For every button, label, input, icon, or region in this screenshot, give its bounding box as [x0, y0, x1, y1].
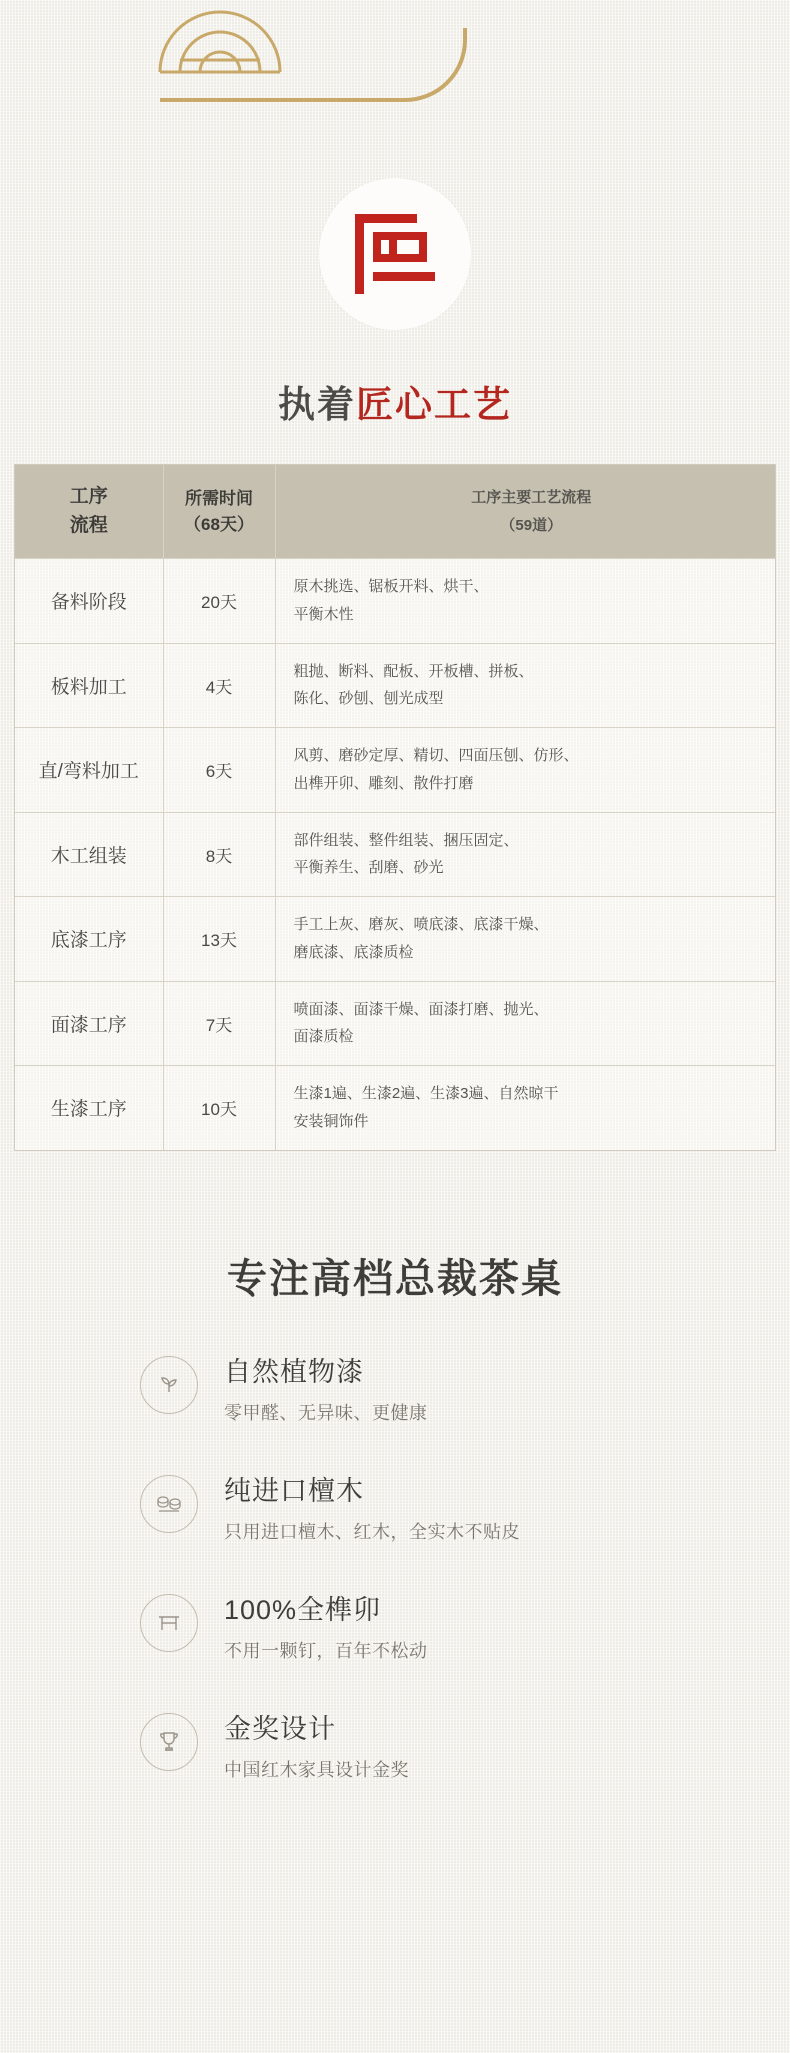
process-table	[14, 464, 776, 1151]
table-row	[15, 728, 775, 813]
plant-lacquer-icon	[140, 1356, 198, 1414]
row-days: 8天	[163, 812, 275, 897]
row-days: 10天	[163, 1066, 275, 1150]
row-stage: 生漆工序	[15, 1066, 163, 1150]
imported-wood-icon	[140, 1475, 198, 1533]
feature-text	[224, 1588, 428, 1663]
row-process: 手工上灰、磨灰、喷底漆、底漆干燥、 磨底漆、底漆质检	[275, 897, 775, 982]
top-ornament	[0, 0, 790, 150]
row-stage: 面漆工序	[15, 981, 163, 1066]
row-process: 喷面漆、面漆干燥、面漆打磨、抛光、 面漆质检	[275, 981, 775, 1066]
feature-title: 金奖设计	[224, 1713, 336, 1744]
focus-heading: 专注高档总裁茶桌	[227, 1256, 563, 1301]
row-days: 13天	[163, 897, 275, 982]
feature-text	[224, 1350, 428, 1425]
table-row	[15, 812, 775, 897]
list-item	[140, 1707, 790, 1782]
brand-logo-seal-icon	[349, 208, 441, 300]
craft-heading-prefix: 执着	[278, 384, 356, 425]
row-stage: 备料阶段	[15, 559, 163, 644]
feature-text	[224, 1469, 520, 1544]
row-stage: 木工组装	[15, 812, 163, 897]
feature-title: 100%全榫卯	[224, 1594, 382, 1625]
trophy-icon	[140, 1713, 198, 1771]
feature-title: 自然植物漆	[224, 1356, 364, 1387]
craft-heading-accent: 匠心工艺	[356, 384, 512, 425]
list-item	[140, 1350, 790, 1425]
table-row	[15, 559, 775, 644]
row-days: 7天	[163, 981, 275, 1066]
row-days: 6天	[163, 728, 275, 813]
list-item	[140, 1469, 790, 1544]
features-list	[0, 1350, 790, 1782]
feature-sub: 只用进口檀木、红木，全实木不贴皮	[224, 1521, 520, 1542]
row-process: 部件组装、整件组装、捆压固定、 平衡养生、刮磨、砂光	[275, 812, 775, 897]
row-stage: 底漆工序	[15, 897, 163, 982]
row-days: 4天	[163, 643, 275, 728]
logo-section	[0, 178, 790, 330]
table-header-process: 工序主要工艺流程 （59道）	[275, 465, 775, 559]
feature-sub: 不用一颗钉，百年不松动	[224, 1640, 428, 1661]
feature-title: 纯进口檀木	[224, 1475, 364, 1506]
craft-heading	[0, 374, 790, 428]
feature-text	[224, 1707, 409, 1782]
row-process: 风剪、磨砂定厚、精切、四面压刨、仿形、 出榫开卯、雕刻、散件打磨	[275, 728, 775, 813]
row-stage: 直/弯料加工	[15, 728, 163, 813]
logo-circle	[319, 178, 471, 330]
table-header-days: 所需时间 （68天）	[163, 465, 275, 559]
table-header-row	[15, 465, 775, 559]
row-process: 原木挑选、锯板开料、烘干、 平衡木性	[275, 559, 775, 644]
table-row	[15, 1066, 775, 1150]
row-process: 生漆1遍、生漆2遍、生漆3遍、自然晾干 安装铜饰件	[275, 1066, 775, 1150]
feature-sub: 零甲醛、无异味、更健康	[224, 1402, 428, 1423]
table-row	[15, 981, 775, 1066]
row-days: 20天	[163, 559, 275, 644]
table-row	[15, 643, 775, 728]
mortise-tenon-icon	[140, 1594, 198, 1652]
table-row	[15, 897, 775, 982]
row-process: 粗抛、断料、配板、开板槽、拼板、 陈化、砂刨、刨光成型	[275, 643, 775, 728]
feature-sub: 中国红木家具设计金奖	[224, 1759, 409, 1780]
list-item	[140, 1588, 790, 1663]
chinese-cloud-ornament	[0, 0, 790, 150]
table-header-stage: 工序 流程	[15, 465, 163, 559]
row-stage: 板料加工	[15, 643, 163, 728]
